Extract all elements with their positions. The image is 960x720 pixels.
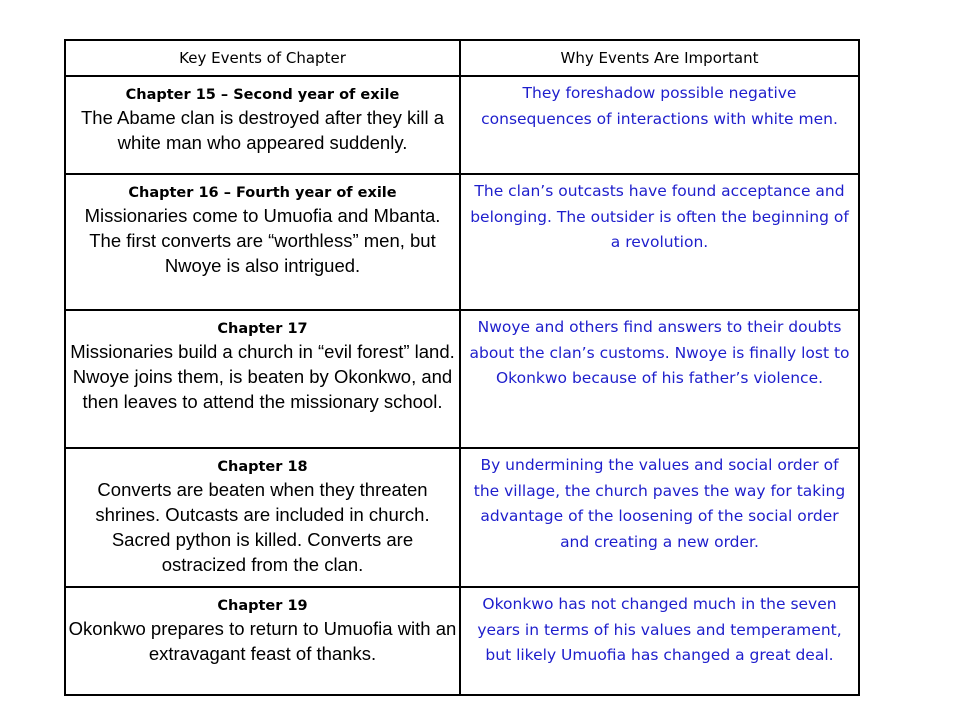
importance-text: Okonkwo has not changed much in the seven years in terms of his values and temperament, but likely Umuofia has changed a great deal. [477,595,842,664]
event-text: Converts are beaten when they threaten shrines. Outcasts are included in church. Sacred python is killed. Converts are ostracized from the clan. [95,479,430,575]
table-row [65,448,859,587]
importance-cell [460,76,859,174]
table-row [65,174,859,310]
event-text: Missionaries build a church in “evil forest” land. Nwoye joins them, is beaten by Okonkwo, and then leaves to attend the missionary school. [70,341,455,412]
event-text: The Abame clan is destroyed after they kill a white man who appeared suddenly. [81,107,444,153]
event-cell [65,448,460,587]
importance-cell [460,174,859,310]
table-row [65,310,859,448]
importance-text: Nwoye and others find answers to their doubts about the clan’s customs. Nwoye is finally lost to Okonkwo because of his father’s violence. [469,318,850,387]
event-cell [65,310,460,448]
chapter-heading: Chapter 17 [217,321,308,337]
table-row [65,587,859,695]
importance-cell [460,587,859,695]
chapter-heading: Chapter 18 [217,459,308,475]
importance-text: The clan’s outcasts have found acceptance and belonging. The outsider is often the beginning of a revolution. [470,182,849,251]
importance-cell [460,448,859,587]
importance-text: They foreshadow possible negative consequences of interactions with white men. [481,84,838,128]
chapter-heading: Chapter 16 – Fourth year of exile [128,185,397,201]
event-cell [65,76,460,174]
events-table [64,39,860,696]
event-cell [65,587,460,695]
chapter-heading: Chapter 15 – Second year of exile [125,87,400,103]
event-text: Okonkwo prepares to return to Umuofia with an extravagant feast of thanks. [68,618,457,664]
event-text: Missionaries come to Umuofia and Mbanta. The first converts are “worthless” men, but Nwoye is also intrigued. [84,205,441,276]
chapter-heading: Chapter 19 [217,598,308,614]
header-row [65,40,859,76]
header-key-events: Key Events of Chapter [65,40,460,76]
header-why-important: Why Events Are Important [460,40,859,76]
importance-text: By undermining the values and social order of the village, the church paves the way for taking advantage of the loosening of the social order and creating a new order. [473,456,846,551]
table-row [65,76,859,174]
importance-cell [460,310,859,448]
event-cell [65,174,460,310]
